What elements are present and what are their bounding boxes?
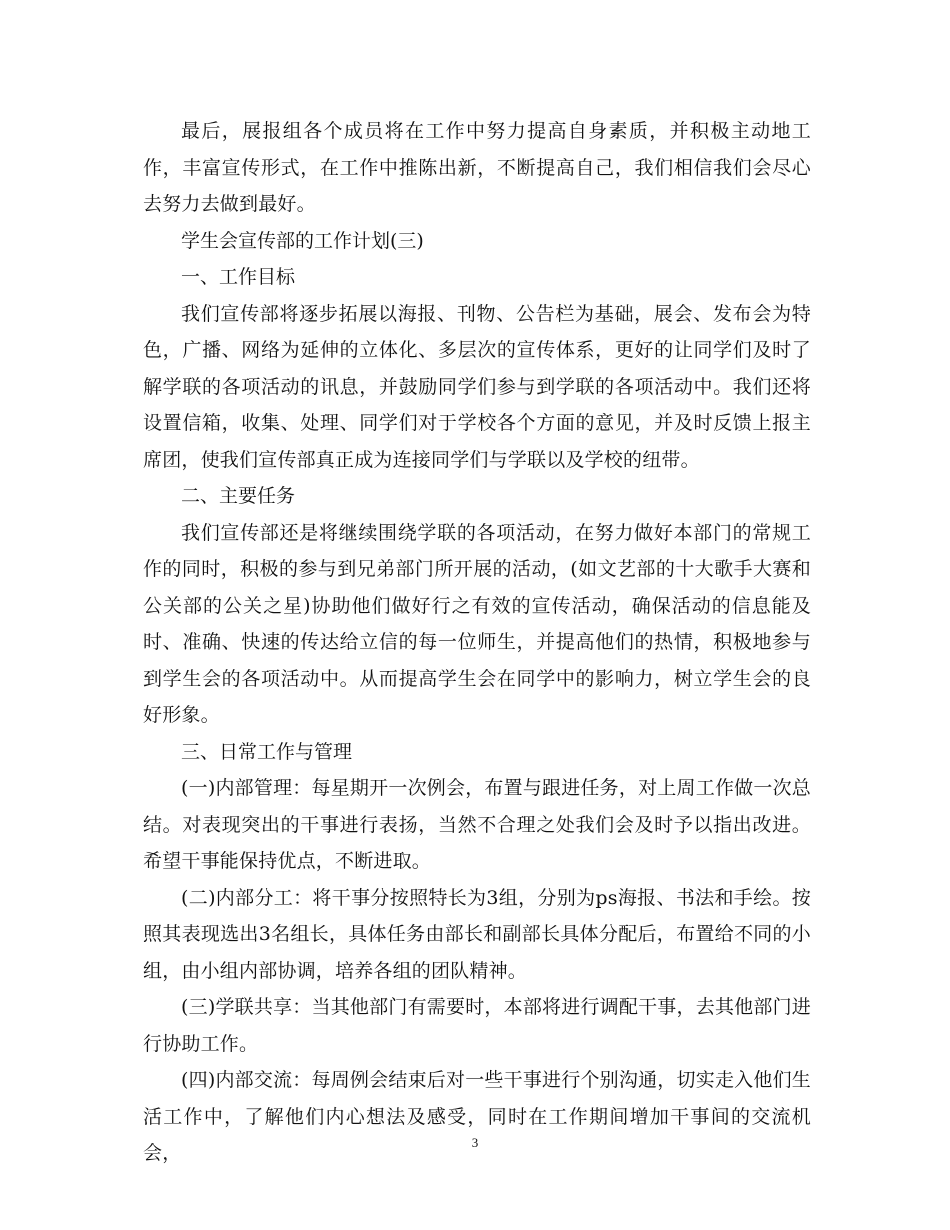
paragraph-internal-communication: (四)内部交流：每周例会结束后对一些干事进行个别沟通，切实走入他们生活工作中，了解他们内心想法及感受，同时在工作期间增加干事间的交流机会，	[143, 1069, 811, 1164]
paragraph-shared-work: (三)学联共享：当其他部门有需要时，本部将进行调配干事，去其他部门进行协助工作。	[143, 996, 811, 1055]
paragraph-tasks: 我们宣传部还是将继续围绕学联的各项活动，在努力做好本部门的常规工作的同时，积极的参与到兄弟部门所开展的活动，(如文艺部的十大歌手大赛和公关部的公关之星)协助他们做好行之有效的宣传活动，确保活动的信息能及时、准确、快速的传达给立信的每一位师生，并提高他们的热情，积极地参与到学生会的各项活动中。从而提高学生会在同学中的影响力，树立学生会的良好形象。	[143, 521, 811, 726]
paragraph-internal-division: (二)内部分工：将干事分按照特长为3组，分别为ps海报、书法和手绘。按照其表现选出3名组长，具体任务由部长和副部长具体分配后，布置给不同的小组，由小组内部协调，培养各组的团队精神。	[143, 886, 811, 982]
paragraph-goals: 我们宣传部将逐步拓展以海报、刊物、公告栏为基础，展会、发布会为特色，广播、网络为延伸的立体化、多层次的宣传体系，更好的让同学们及时了解学联的各项活动的讯息，并鼓励同学们参与到学联的各项活动中。我们还将设置信箱，收集、处理、同学们对于学校各个方面的意见，并及时反馈上报主席团，使我们宣传部真正成为连接同学们与学联以及学校的纽带。	[143, 302, 811, 471]
heading-goals: 一、工作目标	[181, 266, 296, 288]
paragraph-internal-management: (一)内部管理：每星期开一次例会，布置与跟进任务，对上周工作做一次总结。对表现突出的干事进行表扬，当然不合理之处我们会及时予以指出改进。希望干事能保持优点，不断进取。	[143, 777, 811, 872]
heading-daily-work: 三、日常工作与管理	[181, 740, 353, 763]
page-number: 3	[471, 1135, 479, 1150]
document-body	[143, 113, 811, 1172]
heading-tasks: 二、主要任务	[181, 485, 296, 507]
paragraph-closing: 最后，展报组各个成员将在工作中努力提高自身素质，并积极主动地工作，丰富宣传形式，在工作中推陈出新，不断提高自己，我们相信我们会尽心去努力去做到最好。	[143, 120, 811, 215]
section-title: 学生会宣传部的工作计划(三)	[181, 229, 424, 252]
